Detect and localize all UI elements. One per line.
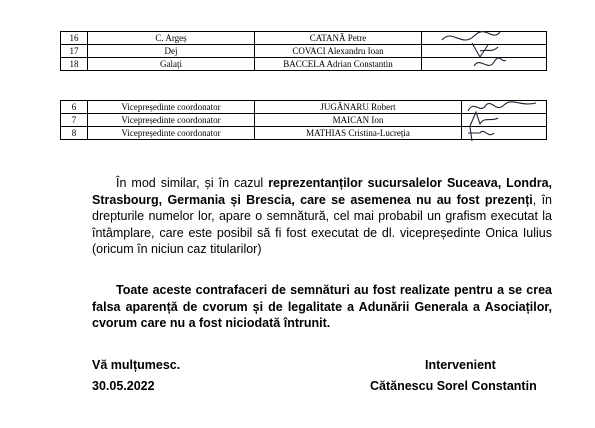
row-number: 17 [61,45,88,58]
branch-city: Galați [88,58,255,71]
paragraph-text: , în drepturile numelor lor, apare o semnătură, cel mai probabil un grafism executat la întâmplare, care este posibil să fi fost executat de dl. vicepreședinte Onica Iulius (oricum în niciun caz titularilor) [92,192,552,256]
delegate-name: COVACI Alexandru Ioan [255,45,422,58]
member-name: MAICAN Ion [255,114,462,127]
body-paragraph [92,175,552,258]
delegates-table [60,31,547,71]
signature-image [422,52,542,76]
delegate-name: BACCELA Adrian Constantin [255,58,422,71]
document-date: 30.05.2022 [92,379,155,393]
paragraph-bold-text: reprezentanților sucursalelor Suceava, Londra, Strasbourg, Germania și Brescia, care se asemenea nu au fost prezenți [92,176,552,207]
row-number: 18 [61,58,88,71]
branch-city: Dej [88,45,255,58]
vice-presidents-table [60,100,547,140]
conclusion-paragraph [92,282,552,332]
row-number: 8 [61,127,88,140]
closing-thanks: Vă mulțumesc. [92,358,181,372]
paragraph-text: Toate aceste contrafaceri de semnături au fost realizate pentru a se crea falsa aparență de cvorum și de legalitate a Adunării Generala a Asociaților, cvorum care nu a fost niciodată întrunit. [92,283,552,330]
member-role: Vicepreședinte coordonator [88,101,255,114]
branch-city: C. Argeș [88,32,255,45]
signature-image [462,121,546,145]
signer-name: Cătănescu Sorel Constantin [370,379,537,393]
row-number: 6 [61,101,88,114]
table-row [61,58,547,71]
member-role: Vicepreședinte coordonator [88,114,255,127]
signer-role: Intervenient [425,358,496,372]
signature-cell [422,58,547,71]
delegate-name: CATANĂ Petre [255,32,422,45]
member-name: MATHIAS Cristina-Lucreția [255,127,462,140]
table-row [61,127,547,140]
row-number: 16 [61,32,88,45]
paragraph-text: În mod similar, și în cazul [116,176,269,190]
signature-cell [462,127,547,140]
member-role: Vicepreședinte coordonator [88,127,255,140]
row-number: 7 [61,114,88,127]
member-name: JUGĂNARU Robert [255,101,462,114]
